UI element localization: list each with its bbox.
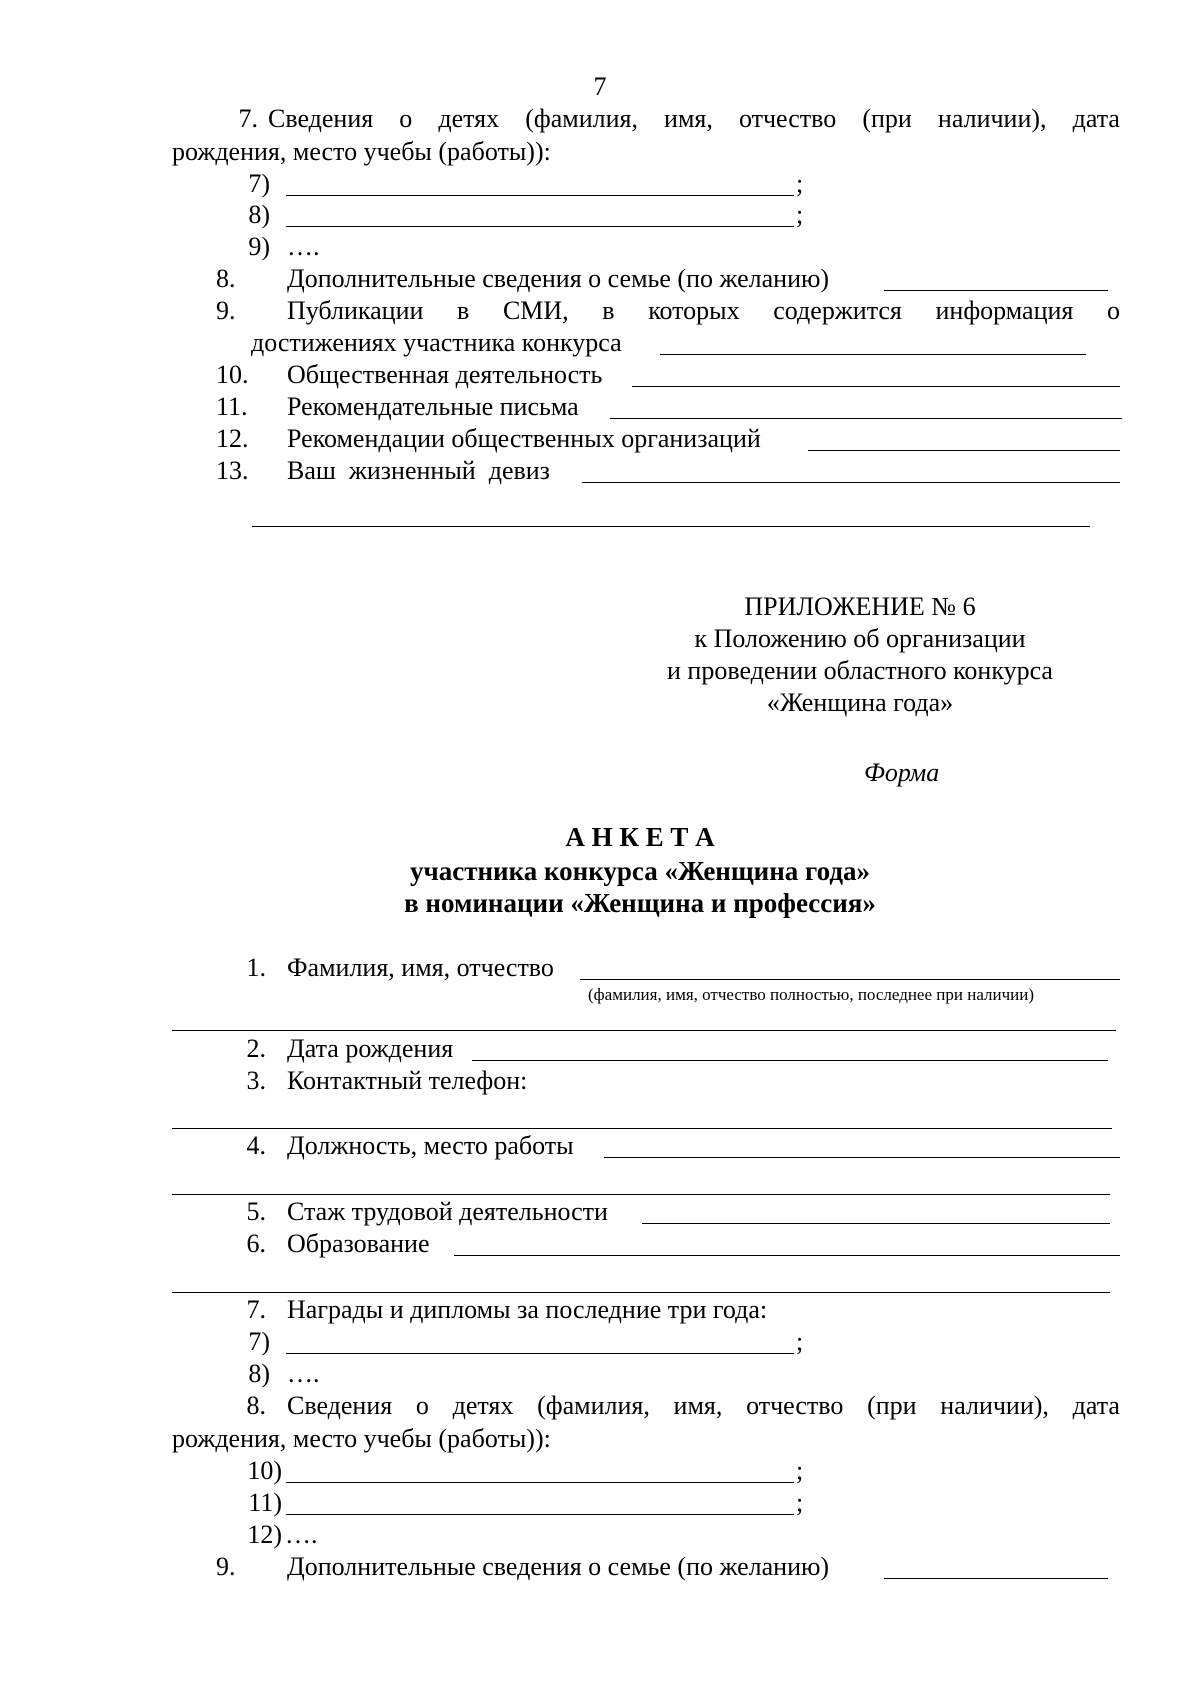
item-7-line2: рождения, место учебы (работы)): xyxy=(172,137,551,166)
form-subtitle-1: участника конкурса «Женщина года» xyxy=(410,856,870,886)
item-8-number: 8. xyxy=(216,264,236,293)
line-end: ; xyxy=(796,1456,804,1485)
word: наличии), xyxy=(940,1391,1049,1420)
form-item-8-line2: рождения, место учебы (работы)): xyxy=(172,1424,551,1453)
item-12-number: 12. xyxy=(216,424,249,453)
word: наличии), xyxy=(937,104,1047,133)
word: имя, xyxy=(664,104,713,133)
ellipsis: …. xyxy=(287,1359,320,1388)
item-8-label: Дополнительные сведения о семье (по желанию) xyxy=(287,264,830,293)
ellipsis: …. xyxy=(285,1520,318,1549)
form-item-7-label: Награды и дипломы за последние три года: xyxy=(287,1295,768,1324)
item-11-label: Рекомендательные письма xyxy=(287,392,579,421)
form-item-5-label: Стаж трудовой деятельности xyxy=(287,1197,608,1226)
word: Сведения xyxy=(287,1391,393,1420)
word: (при xyxy=(862,104,912,133)
education-field[interactable] xyxy=(454,1255,1120,1256)
child-field[interactable] xyxy=(286,1482,794,1483)
award-field[interactable] xyxy=(286,1353,794,1354)
child-number: 8) xyxy=(248,200,270,229)
word: имя, xyxy=(673,1391,723,1420)
appendix-line1: к Положению об организации xyxy=(694,624,1026,653)
line-end: ; xyxy=(796,1327,804,1356)
child-number: 7) xyxy=(248,169,270,198)
form-item-1-number: 1. xyxy=(246,953,266,982)
phone-field[interactable] xyxy=(172,1128,1112,1129)
form-item-7-number: 7. xyxy=(246,1295,266,1324)
word: Сведения xyxy=(268,104,374,133)
item-8-line[interactable] xyxy=(884,290,1108,291)
word: о xyxy=(415,1391,429,1420)
form-item-2-number: 2. xyxy=(246,1034,266,1063)
form-item-3-number: 3. xyxy=(246,1066,266,1095)
line-end: ; xyxy=(796,1488,804,1517)
child-line[interactable] xyxy=(286,226,794,227)
line-end: ; xyxy=(796,169,804,198)
form-item-4-number: 4. xyxy=(246,1131,266,1160)
word: детях xyxy=(438,104,500,133)
item-11-line[interactable] xyxy=(610,418,1122,419)
form-item-9-label: Дополнительные сведения о семье (по желанию) xyxy=(287,1552,830,1581)
position-field[interactable] xyxy=(604,1157,1120,1158)
full-name-field[interactable] xyxy=(580,979,1120,980)
child-field[interactable] xyxy=(286,1514,794,1515)
child-number: 12) xyxy=(247,1520,282,1549)
item-9-line1 xyxy=(287,296,1120,326)
item-7-line1 xyxy=(268,104,1120,134)
word: отчество xyxy=(738,104,837,133)
word: в xyxy=(602,296,615,325)
form-item-8-number: 8. xyxy=(246,1391,266,1420)
item-13-line[interactable] xyxy=(582,482,1120,483)
word: которых xyxy=(648,296,740,325)
form-item-1-label: Фамилия, имя, отчество xyxy=(287,953,554,982)
blank-line[interactable] xyxy=(252,526,1090,527)
award-number: 7) xyxy=(248,1327,270,1356)
form-item-5-number: 5. xyxy=(246,1197,266,1226)
child-number: 10) xyxy=(247,1456,282,1485)
form-item-6-label: Образование xyxy=(287,1229,430,1258)
word: (при xyxy=(867,1391,917,1420)
form-title: А Н К Е Т А xyxy=(565,822,715,852)
word: (фамилия, xyxy=(525,104,638,133)
item-11-number: 11. xyxy=(216,392,248,421)
word: содержится xyxy=(773,296,902,325)
form-item-8-line1 xyxy=(287,1391,1120,1421)
word: информация xyxy=(935,296,1074,325)
item-10-number: 10. xyxy=(216,360,249,389)
page-number: 7 xyxy=(593,72,607,101)
item-13-label: Ваш жизненный девиз xyxy=(287,456,550,485)
item-12-label: Рекомендации общественных организаций xyxy=(287,424,761,453)
item-10-label: Общественная деятельность xyxy=(287,360,603,389)
blank-line[interactable] xyxy=(172,1292,1110,1293)
form-label: Форма xyxy=(864,758,940,787)
child-line[interactable] xyxy=(286,195,794,196)
word: СМИ, xyxy=(502,296,569,325)
word: отчество xyxy=(746,1391,844,1420)
blank-line[interactable] xyxy=(172,1194,1110,1195)
item-9-line[interactable] xyxy=(660,354,1086,355)
form-item-6-number: 6. xyxy=(246,1229,266,1258)
award-number: 8) xyxy=(248,1359,270,1388)
family-info-field[interactable] xyxy=(884,1578,1108,1579)
child-number: 11) xyxy=(248,1488,282,1517)
form-item-4-label: Должность, место работы xyxy=(287,1131,574,1160)
child-number: 9) xyxy=(248,232,270,261)
item-13-number: 13. xyxy=(216,456,249,485)
item-9-number: 9. xyxy=(216,296,236,325)
word: в xyxy=(457,296,470,325)
word: дата xyxy=(1072,104,1120,133)
full-name-hint: (фамилия, имя, отчество полностью, последнее при наличии) xyxy=(588,985,1035,1004)
word: Публикации xyxy=(287,296,424,325)
item-10-line[interactable] xyxy=(632,386,1120,387)
item-7-number: 7. xyxy=(238,104,258,133)
appendix-line2: и проведении областного конкурса xyxy=(667,656,1053,685)
item-12-line[interactable] xyxy=(808,450,1120,451)
word: (фамилия, xyxy=(537,1391,650,1420)
appendix-title: ПРИЛОЖЕНИЕ № 6 xyxy=(744,592,976,621)
line-end: ; xyxy=(796,200,804,229)
form-subtitle-2: в номинации «Женщина и профессия» xyxy=(404,888,876,918)
form-item-2-label: Дата рождения xyxy=(287,1034,454,1063)
word: детях xyxy=(452,1391,514,1420)
word: дата xyxy=(1072,1391,1120,1420)
experience-field[interactable] xyxy=(642,1223,1110,1224)
item-9-line2: достижениях участника конкурса xyxy=(251,328,622,357)
word: о xyxy=(1107,296,1120,325)
ellipsis: …. xyxy=(287,232,320,261)
birth-date-field[interactable] xyxy=(472,1060,1108,1061)
blank-line[interactable] xyxy=(172,1030,1116,1031)
appendix-line3: «Женщина года» xyxy=(766,688,954,717)
form-item-3-label: Контактный телефон: xyxy=(287,1066,528,1095)
word: о xyxy=(399,104,413,133)
form-item-9-number: 9. xyxy=(216,1552,236,1581)
